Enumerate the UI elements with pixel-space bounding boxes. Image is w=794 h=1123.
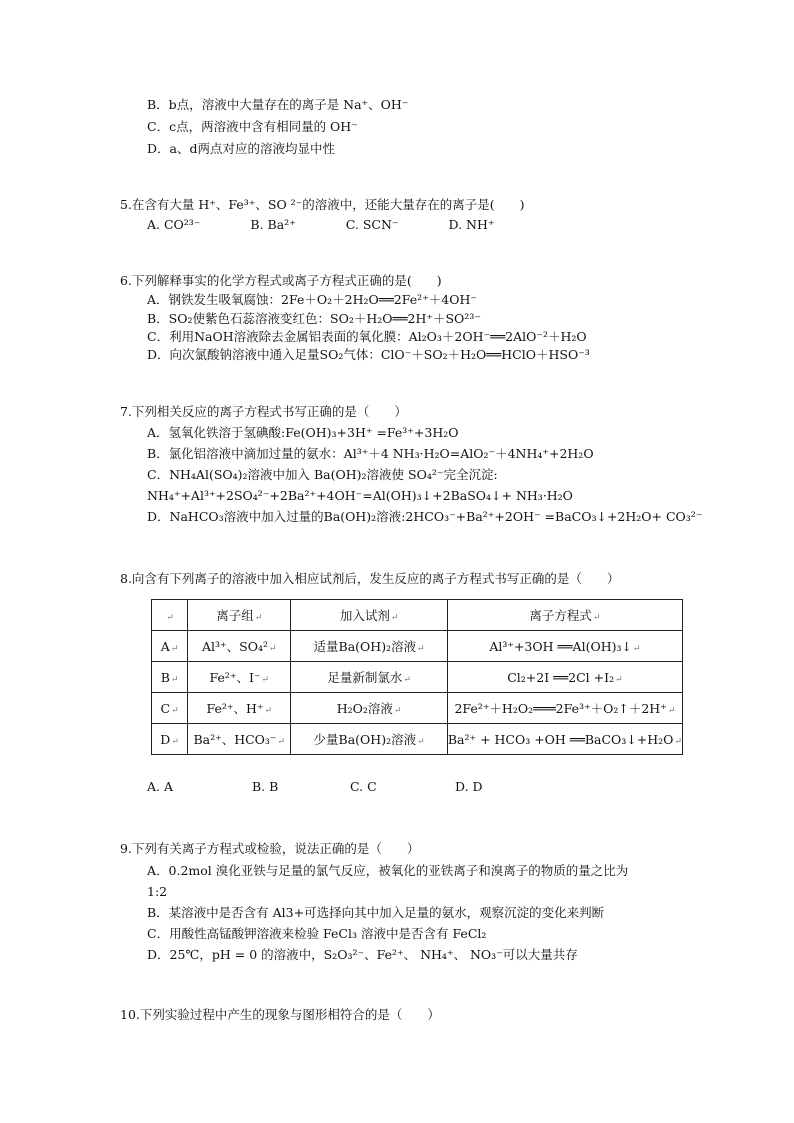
q10-stem: 10.下列实验过程中产生的现象与图形相符合的是（ ）	[120, 1007, 440, 1022]
q4-option-d: D．a、d两点对应的溶液均显中性	[147, 141, 335, 156]
q7-stem: 7.下列相关反应的离子方程式书写正确的是（ ）	[120, 404, 407, 419]
table-cell: Al³⁺+3OH ══Al(OH)₃↓↵	[447, 631, 682, 662]
q8-choice-d: D. D	[455, 779, 483, 794]
q6-stem: 6.下列解释事实的化学方程式或离子方程式正确的是( )	[120, 273, 442, 288]
q5-stem: 5.在含有大量 H⁺、Fe³⁺、SO ²⁻的溶液中，还能大量存在的离子是( )	[120, 197, 525, 212]
q8-choice-c: C. C	[350, 779, 377, 794]
table-cell: 少量Ba(OH)₂溶液↵	[291, 724, 447, 755]
q8-table	[151, 599, 683, 755]
q7-option-d: D．NaHCO₃溶液中加入过量的Ba(OH)₂溶液:2HCO₃⁻+Ba²⁺+2OH⁻ =BaCO₃↓+2H₂O+ CO₃²⁻	[147, 509, 703, 524]
q9-option-c: C．用酸性高锰酸钾溶液来检验 FeCl₃ 溶液中是否含有 FeCl₂	[147, 926, 487, 941]
q5-options: A. CO²³⁻ B. Ba²⁺ C. SCN⁻ D. NH⁺	[147, 217, 495, 232]
table-cell: D↵	[152, 724, 188, 755]
table-row	[152, 724, 683, 755]
q7-option-b: B．氯化铝溶液中滴加过量的氨水：Al³⁺＋4 NH₃·H₂O=AlO₂⁻＋4NH₄⁺+2H₂O	[147, 446, 594, 461]
q7-option-c-equation: NH₄⁺+Al³⁺+2SO₄²⁻+2Ba²⁺+4OH⁻=Al(OH)₃↓+2BaSO₄↓+ NH₃·H₂O	[147, 488, 573, 503]
table-cell: 足量新制氯水↵	[291, 662, 447, 693]
q4-option-c: C．c点，两溶液中含有相同量的 OH⁻	[147, 119, 358, 134]
q8-choice-a: A. A	[147, 779, 174, 794]
table-cell: H₂O₂溶液↵	[291, 693, 447, 724]
table-header-cell: 离子组↵	[188, 600, 291, 631]
q9-option-a: A．0.2mol 溴化亚铁与足量的氯气反应，被氧化的亚铁离子和溴离子的物质的量之比为	[147, 863, 629, 878]
table-row	[152, 662, 683, 693]
table-cell: C↵	[152, 693, 188, 724]
table-cell: Fe²⁺、H⁺↵	[188, 693, 291, 724]
q8-stem: 8.向含有下列离子的溶液中加入相应试剂后，发生反应的离子方程式书写正确的是（ ）	[120, 571, 620, 586]
q6-option-a: A．钢铁发生吸氧腐蚀：2Fe＋O₂＋2H₂O══2Fe²⁺＋4OH⁻	[147, 292, 477, 307]
table-cell: 适量Ba(OH)₂溶液↵	[291, 631, 447, 662]
q4-option-b: B．b点，溶液中大量存在的离子是 Na⁺、OH⁻	[147, 97, 409, 112]
q9-option-d: D．25℃，pH = 0 的溶液中，S₂O₃²⁻、Fe²⁺、 NH₄⁺、 NO₃⁻可以大量共存	[147, 947, 578, 962]
q9-option-b: B．某溶液中是否含有 Al3+可选择向其中加入足量的氨水，观察沉淀的变化来判断	[147, 905, 605, 920]
table-cell: 2Fe²⁺＋H₂O₂═══2Fe³⁺＋O₂↑＋2H⁺↵	[447, 693, 682, 724]
table-header-cell: 离子方程式↵	[447, 600, 682, 631]
table-header-cell: 加入试剂↵	[291, 600, 447, 631]
table-row	[152, 693, 683, 724]
table-cell: Al³⁺、SO₄²↵	[188, 631, 291, 662]
table-cell: A↵	[152, 631, 188, 662]
q9-stem: 9.下列有关离子方程式或检验，说法正确的是（ ）	[120, 841, 420, 856]
table-header-cell: ↵	[152, 600, 188, 631]
table-cell: Fe²⁺、I⁻↵	[188, 662, 291, 693]
table-cell: Cl₂+2I ══2Cl +I₂↵	[447, 662, 682, 693]
table-header-row	[152, 600, 683, 631]
q6-option-c: C．利用NaOH溶液除去金属铝表面的氧化膜：Al₂O₃＋2OH⁻══2AlO⁻²＋H₂O	[147, 329, 587, 344]
q7-option-a: A．氢氧化铁溶于氢碘酸:Fe(OH)₃+3H⁺ =Fe³⁺+3H₂O	[147, 425, 459, 440]
q6-option-b: B．SO₂使紫色石蕊溶液变红色：SO₂＋H₂O══2H⁺＋SO²³⁻	[147, 311, 481, 326]
table-cell: B↵	[152, 662, 188, 693]
q8-choice-b: B. B	[252, 779, 279, 794]
q6-option-d: D．向次氯酸钠溶液中通入足量SO₂气体：ClO⁻＋SO₂＋H₂O══HClO＋HSO⁻³	[147, 347, 590, 362]
table-cell: Ba²⁺、HCO₃⁻↵	[188, 724, 291, 755]
q7-option-c: C．NH₄Al(SO₄)₂溶液中加入 Ba(OH)₂溶液使 SO₄²⁻完全沉淀:	[147, 467, 498, 482]
q9-option-a-cont: 1:2	[147, 884, 168, 899]
table-row	[152, 631, 683, 662]
table-cell: Ba²⁺ + HCO₃ +OH ══BaCO₃↓+H₂O↵	[447, 724, 682, 755]
